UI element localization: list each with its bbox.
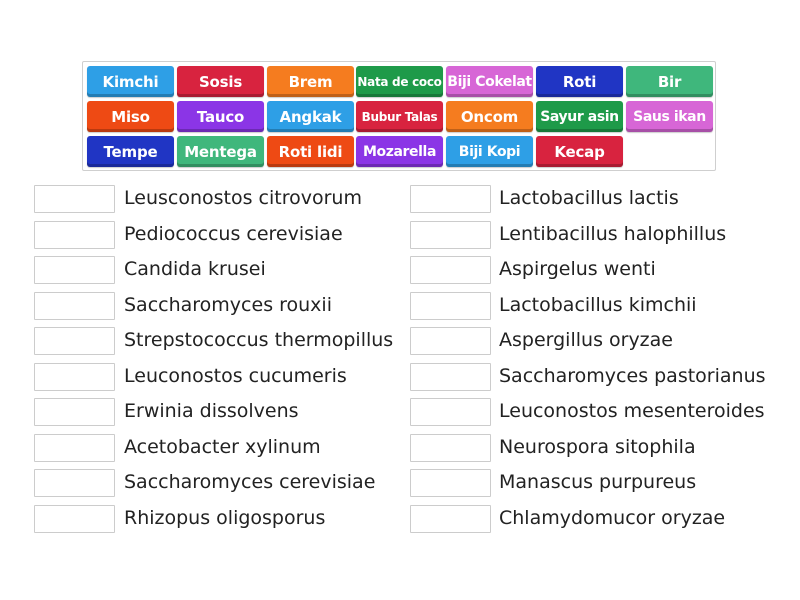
term-label: Lactobacillus kimchii [499, 293, 697, 316]
answer-tile[interactable]: Biji Kopi [446, 136, 533, 167]
drop-slot[interactable] [34, 398, 115, 426]
answer-tile[interactable]: Roti lidi [267, 136, 354, 167]
term-label: Lactobacillus lactis [499, 187, 679, 209]
answer-tile[interactable]: Sayur asin [536, 101, 623, 132]
drop-slot[interactable] [34, 469, 115, 497]
term-label: Saccharomyces pastorianus [499, 364, 766, 387]
answer-tile[interactable]: Brem [267, 66, 354, 97]
drop-slot[interactable] [410, 434, 491, 462]
answer-tile[interactable]: Tauco [177, 101, 264, 132]
drop-slot[interactable] [410, 292, 491, 320]
term-label: Neurospora sitophila [499, 435, 696, 458]
answer-tile[interactable]: Bir [626, 66, 713, 97]
tile-board [82, 61, 716, 171]
answer-tile[interactable]: Biji Cokelat [446, 66, 533, 97]
term-label: Rhizopus oligosporus [124, 506, 326, 529]
drop-slot[interactable] [410, 185, 491, 213]
answer-tile[interactable]: Miso [87, 101, 174, 132]
answer-tile[interactable]: Angkak [267, 101, 354, 132]
drop-slot[interactable] [34, 505, 115, 533]
drop-slot[interactable] [410, 505, 491, 533]
drop-slot[interactable] [34, 292, 115, 320]
term-label: Manascus purpureus [499, 471, 697, 493]
answer-tile[interactable]: Sosis [177, 66, 264, 97]
answer-tile[interactable]: Kimchi [87, 66, 174, 97]
answer-tile[interactable]: Kecap [536, 136, 623, 167]
term-label: Lentibacillus halophillus [499, 222, 727, 245]
term-label: Leusconostos citrovorum [124, 187, 362, 209]
drop-slot[interactable] [34, 185, 115, 213]
term-label: Strepstococcus thermopillus [124, 329, 394, 351]
term-label: Candida krusei [124, 258, 266, 280]
drop-slot[interactable] [34, 327, 115, 355]
term-label: Acetobacter xylinum [124, 435, 321, 458]
term-label: Chlamydomucor oryzae [499, 506, 726, 529]
term-label: Leuconostos mesenteroides [499, 400, 765, 422]
drop-slot[interactable] [34, 363, 115, 391]
drop-slot[interactable] [410, 256, 491, 284]
answer-tile[interactable]: Mozarella [356, 136, 443, 167]
term-label: Saccharomyces cerevisiae [124, 471, 376, 493]
drop-slot[interactable] [410, 398, 491, 426]
term-label: Aspergillus oryzae [499, 329, 673, 351]
drop-slot[interactable] [34, 434, 115, 462]
term-label: Leuconostos cucumeris [124, 364, 347, 387]
drop-slot[interactable] [34, 221, 115, 249]
term-label: Pediococcus cerevisiae [124, 222, 343, 245]
drop-slot[interactable] [410, 363, 491, 391]
answer-tile[interactable]: Roti [536, 66, 623, 97]
answer-tile[interactable]: Bubur Talas [356, 101, 443, 132]
drop-slot[interactable] [410, 469, 491, 497]
answer-tile[interactable]: Tempe [87, 136, 174, 167]
answer-tile[interactable]: Oncom [446, 101, 533, 132]
term-label: Saccharomyces rouxii [124, 293, 332, 316]
term-label: Aspirgelus wenti [499, 258, 656, 280]
answer-tile[interactable]: Saus ikan [626, 101, 713, 132]
drop-slot[interactable] [410, 221, 491, 249]
answer-tile[interactable]: Mentega [177, 136, 264, 167]
answer-tile[interactable]: Nata de coco [356, 66, 443, 97]
drop-slot[interactable] [410, 327, 491, 355]
drop-slot[interactable] [34, 256, 115, 284]
term-label: Erwinia dissolvens [124, 400, 299, 422]
